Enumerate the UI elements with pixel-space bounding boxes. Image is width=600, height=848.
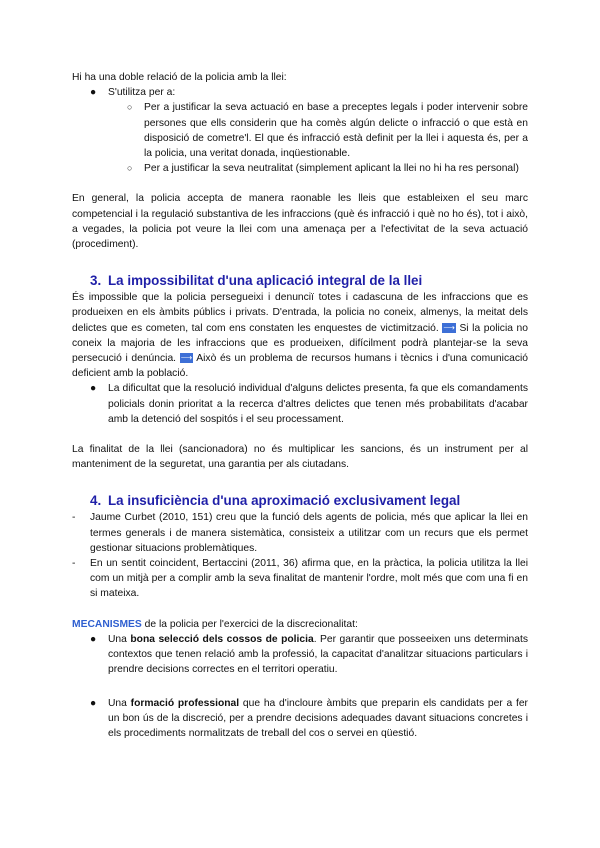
section-4-heading — [72, 492, 528, 510]
list-item-text: En un sentit coincident, Bertaccini (2011, 36) afirma que, en la pràctica, la policia utilitza la llei com un mitjà per a complir amb la seva finalitat de mantenir l'ordre, molt més que com una fi en si mateixa. — [90, 558, 528, 600]
list-item: ● Una bona selecció dels cossos de policia. Per garantir que posseeixen uns determinats contextos que tenen relació amb la professió, la capacitat d'analitzar situacions particulars i prendre decisions correctes en el territori operatiu. — [90, 633, 528, 676]
section-3-final-paragraph: La finalitat de la llei (sancionadora) no és multiplicar les sancions, és un instrument per al manteniment de la seguretat, una garantia per als ciutadans. — [72, 444, 528, 471]
arrow-icon: ⟶ — [180, 353, 193, 363]
list-item — [72, 510, 528, 556]
section-title: La impossibilitat d'una aplicació integral de la llei — [108, 273, 423, 289]
list-item — [72, 381, 528, 427]
section-title: La insuficiència d'una aproximació exclusivament legal — [108, 493, 461, 509]
emphasis-text: bona selecció dels cossos de policia — [130, 633, 314, 645]
dash-icon: - — [72, 558, 76, 570]
bullet-icon: ● — [90, 633, 97, 645]
emphasis-text: formació professional — [130, 697, 240, 709]
arrow-icon: ⟶ — [443, 322, 455, 332]
section-number: 3. — [90, 273, 102, 289]
bullet-icon: ● — [90, 87, 97, 99]
list-item-text: Per a justificar la seva actuació en base a preceptes legals i poder intervenir sobre persones que ells considerin que ha comès algún delicte o infracció o que està en disposició de cometre'l. El que és infracció està definit per la llei i aquesta és, per a la policia, una veritat donada, inqüestionable. — [144, 102, 528, 160]
section-3-heading — [72, 272, 528, 290]
section-3-paragraph: És impossible que la policia persegueixi i denunciï totes i cadascuna de les infraccions que es produeixen en els àmbits públics i privats. D'entrada, la policia no coneix, almenys, la meitat dels delictes que es cometen, tal com ens constaten les enquestes de victimització. ⟶ Si la policia no coneix la majoria de les infraccions que es produeixen, difícilment podrà plantejar-se la seva persecució i denúncia. ⟶ Això és un problema de recursos humans i tècnics i d'una comunicació deficient amb la població. — [72, 292, 528, 380]
circle-bullet-icon: ○ — [127, 163, 133, 174]
bullet-icon: ● — [90, 383, 97, 395]
mecanismes-intro: MECANISMES de la policia per l'exercici de la discrecionalitat: — [72, 618, 358, 630]
document-body — [72, 70, 528, 741]
list-item-text: La dificultat que la resolució individual d'alguns delictes presenta, fa que els comandaments policials donin prioritat a la recerca d'altres delictes que tenen més probabilitats d'acabar amb la detenció del sospitós i el seu processament. — [108, 383, 528, 425]
mecanismes-list — [72, 632, 528, 741]
list-item — [72, 100, 528, 161]
list-item: ● Una formació professional que ha d'incloure àmbits que preparin els candidats per a fer un bon ús de la discreció, per a prendre decisions adequades davant situacions concretes i els procediments normalitzats de treball del cos o servei en qüestió. — [90, 697, 528, 739]
section-number: 4. — [90, 493, 102, 509]
list-item — [72, 85, 528, 100]
list-item — [72, 556, 528, 602]
section-3-list — [72, 381, 528, 427]
list-item-text: Per a justificar la seva neutralitat (simplement aplicant la llei no hi ha res personal) — [144, 163, 519, 175]
general-paragraph: En general, la policia accepta de manera raonable les lleis que estableixen el seu marc competencial i la regulació substantiva de les infraccions (què és infracció i què no ho és), tot i això, a vegades, la policia pot veure la llei com una amenaça per a l'efectivitat de la seva actuació (procediment). — [72, 193, 528, 251]
mecanismes-label: MECANISMES — [72, 618, 142, 630]
relation-list — [72, 85, 528, 176]
list-item-text: Jaume Curbet (2010, 151) creu que la funció dels agents de policia, més que aplicar la llei en termes generals i de manera sistemàtica, consisteix a utilitzar com un recurs que els permet gestionar situacions problemàtiques. — [90, 512, 528, 554]
circle-bullet-icon: ○ — [127, 102, 133, 113]
dash-icon: - — [72, 512, 76, 524]
intro-text: Hi ha una doble relació de la policia amb la llei: — [72, 72, 287, 83]
list-item — [72, 161, 528, 176]
section-4-list — [72, 510, 528, 601]
list-item-text: S'utilitza per a: — [108, 87, 176, 99]
bullet-icon: ● — [90, 697, 97, 709]
